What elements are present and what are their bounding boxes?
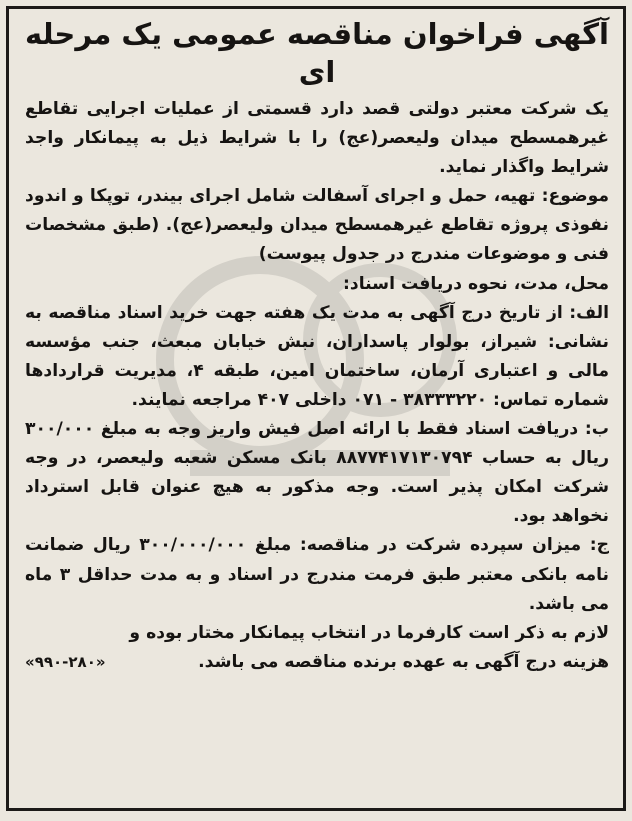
ad-code: «۹۹۰-۲۸۰» [25, 652, 106, 671]
advertisement-box [6, 6, 626, 811]
clause-b: ب: دریافت اسناد فقط با ارائه اصل فیش واریز وجه به مبلغ ۳۰۰/۰۰۰ ریال به حساب ۸۸۷۷۴۱۷۱۳۰۷۹۴ بانک مسکن شعبه ولیعصر، در وجه شرکت امکان پذیر است. وجه مذکور به هیچ عنوان قابل استرداد نخواهد بود. [25, 419, 609, 527]
subject-paragraph: موضوع: تهیه، حمل و اجرای آسفالت شامل اجرای بیندر، توپکا و اندود نفوذی پروژه تقاطع غیرهمسطح میدان ولیعصر(عج). (طبق مشخصات فنی و موضوعات مندرج در جدول پیوست) [25, 186, 609, 265]
closing-row [25, 648, 609, 677]
ad-body [25, 95, 609, 677]
closing-line-2: هزینه درج آگهی به عهده برنده مناقصه می باشد. [198, 651, 609, 672]
clause-a: الف: از تاریخ درج آگهی به مدت یک هفته جهت خرید اسناد مناقصه به نشانی: شیراز، بولوار پاسداران، نبش خیابان مبعث، جنب مؤسسه مالی و اعتباری آرمان، ساختمان امین، طبقه ۴، مدیریت قراردادها شماره تماس: ۳۸۳۳۳۲۲۰ - ۰۷۱ داخلی ۴۰۷ مراجعه نمایند. [25, 302, 609, 410]
clause-c: ج: میزان سپرده شرکت در مناقصه: مبلغ ۳۰۰/۰۰۰/۰۰۰ ریال ضمانت نامه بانکی معتبر طبق فرمت مندرج در اسناد و به مدت حداقل ۳ ماه می باشد. [25, 535, 609, 614]
location-heading: محل، مدت، نحوه دریافت اسناد: [343, 273, 609, 294]
ad-title: آگهی فراخوان مناقصه عمومی یک مرحله ای [25, 17, 609, 89]
intro-paragraph: یک شرکت معتبر دولتی قصد دارد قسمتی از عملیات اجرایی تقاطع غیرهمسطح میدان ولیعصر(عج) را با شرایط ذیل به پیمانکار واجد شرایط واگذار نماید. [25, 99, 609, 178]
closing-line-1: لازم به ذکر است کارفرما در انتخاب پیمانکار مختار بوده و [129, 622, 609, 643]
